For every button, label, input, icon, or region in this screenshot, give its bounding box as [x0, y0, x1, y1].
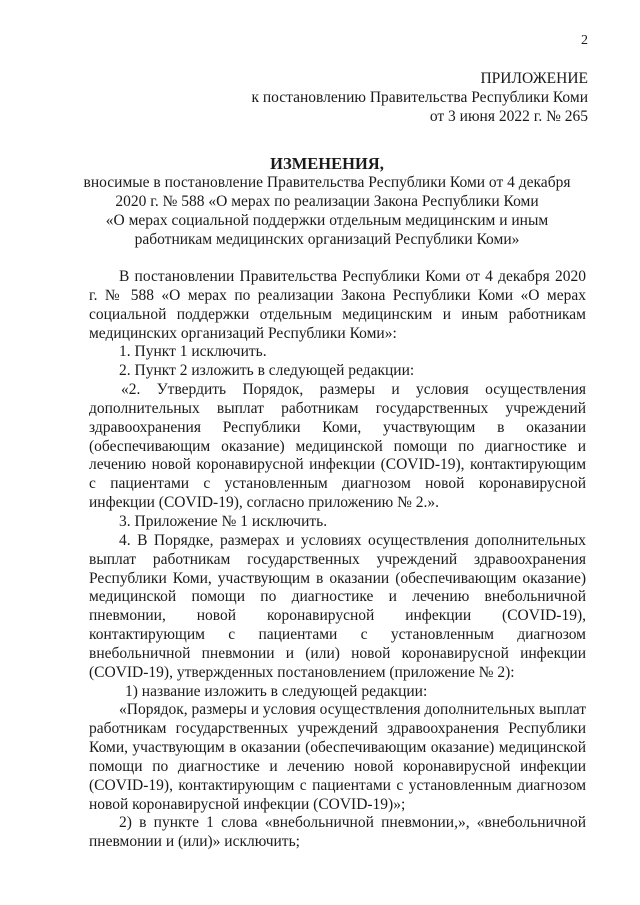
paragraph: «2. Утвердить Порядок, размеры и условия осуществления дополнительных выплат работникам государственных учреждений здравоохранения Республики Коми, участвующим в оказании (обеспечивающим оказание) медицинской помощи по диагностике и лечению новой коронавирусной инфекции (COVID-19), контактирующим с пациентами с установленным диагнозом новой коронавирусной инфекции (COVID-19), согласно приложению № 2.». — [89, 381, 586, 512]
heading-line: «О мерах социальной поддержки отдельным медицинским и иным — [105, 212, 549, 229]
changes-heading — [62, 154, 592, 249]
paragraph: «Порядок, размеры и условия осуществления дополнительных выплат работникам государственных учреждений здравоохранения Республики Коми, участвующим в оказании (обеспечивающим оказание) медицинской помощи по диагностике и лечению новой коронавирусной инфекции (COVID-19), контактирующим с пациентами с установленным диагнозом новой коронавирусной инфекции (COVID-19)»; — [89, 701, 586, 813]
appendix-line: к постановлению Правительства Республики Коми — [251, 89, 588, 106]
paragraph: 1) название изложить в следующей редакции: — [125, 682, 428, 700]
paragraph: 4. В Порядке, размерах и условиях осуществления дополнительных выплат работникам государственных учреждений здравоохранения Республики Коми, участвующим в оказании (обеспечивающим оказание) медицинской помощи по диагностике и лечению внебольничной пневмонии, новой коронавирусной инфекции (COVID-19), контактирующим с пациентами с установленным диагнозом внебольничной пневмонии и (или) новой коронавирусной инфекции (COVID-19), утвержденных постановлением (приложение № 2): — [89, 531, 586, 681]
paragraph: В постановлении Правительства Республики Коми от 4 декабря 2020 г. № 588 «О мерах по реализации Закона Республики Коми «О мерах социальной поддержки отдельным медицинским и иным работникам медицинских организаций Республики Коми»: — [89, 268, 586, 342]
paragraph: 2) в пункте 1 слова «внебольничной пневмонии,», «внебольничной пневмонии и (или)» исключить; — [89, 814, 586, 851]
page-number: 2 — [581, 33, 588, 48]
paragraph: 1. Пункт 1 исключить. — [119, 343, 267, 361]
appendix-title: ПРИЛОЖЕНИЕ — [480, 70, 588, 87]
heading-line: 2020 г. № 588 «О мерах по реализации Закона Республики Коми — [115, 193, 539, 210]
heading-line: вносимые в постановление Правительства Республики Коми от 4 декабря — [83, 174, 571, 191]
appendix-line: от 3 июня 2022 г. № 265 — [429, 108, 588, 125]
document-body — [89, 268, 586, 852]
paragraph: 3. Приложение № 1 исключить. — [119, 512, 328, 530]
heading-title: ИЗМЕНЕНИЯ, — [270, 154, 384, 173]
heading-line: работникам медицинских организаций Республики Коми» — [134, 231, 520, 248]
paragraph: 2. Пункт 2 изложить в следующей редакции: — [119, 362, 415, 380]
appendix-block — [251, 69, 588, 126]
